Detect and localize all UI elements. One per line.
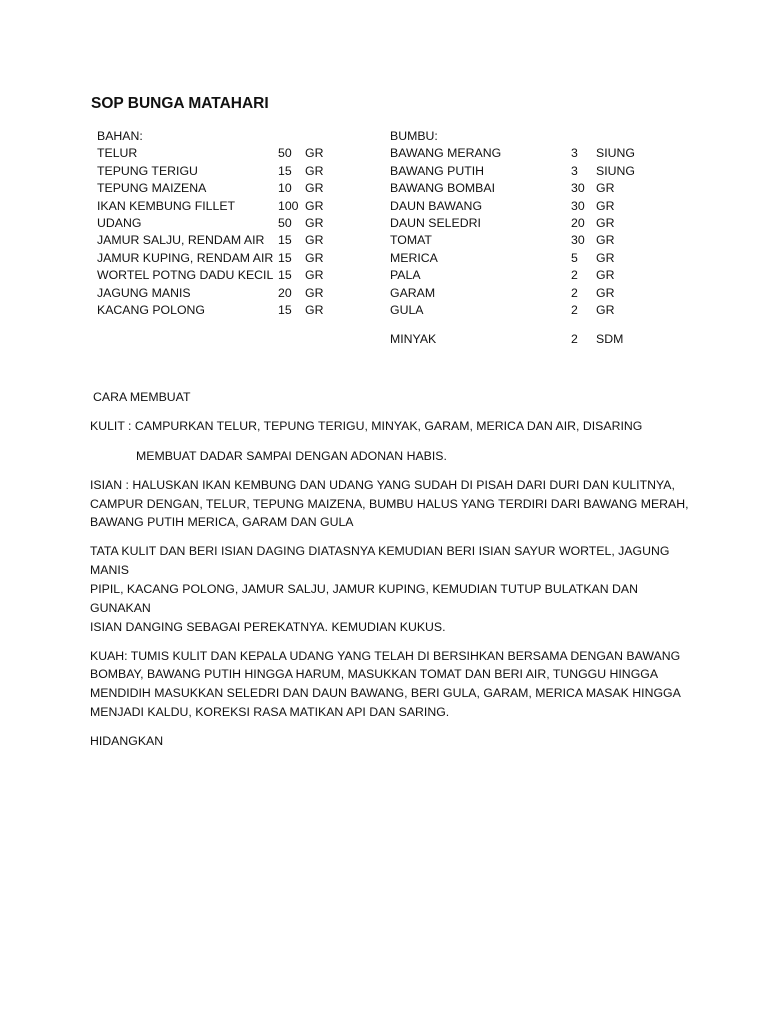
ingredient-qty: 50 (278, 215, 292, 230)
seasoning-unit: GR (596, 233, 615, 248)
seasoning-unit: GR (596, 198, 615, 213)
ingredient-name: JAGUNG MANIS (97, 285, 191, 300)
ingredient-qty: 100 (278, 198, 299, 213)
ingredient-row (97, 302, 347, 319)
ingredient-qty: 15 (278, 250, 292, 265)
seasoning-unit: GR (596, 181, 615, 196)
isian-line: CAMPUR DENGAN, TELUR, TEPUNG MAIZENA, BUMBU HALUS YANG TERDIRI DARI BAWANG MERAH, (90, 496, 689, 511)
ingredient-qty: 20 (278, 285, 292, 300)
closing-text: HIDANGKAN (90, 733, 164, 748)
seasoning-row (390, 285, 650, 302)
isian-line: BAWANG PUTIH MERICA, GARAM DAN GULA (90, 515, 354, 530)
ingredient-qty: 10 (278, 181, 292, 196)
seasoning-name: GULA (390, 302, 424, 317)
ingredient-unit: GR (305, 215, 324, 230)
isian-paragraph (90, 476, 690, 532)
ingredient-unit: GR (305, 285, 324, 300)
seasoning-unit: GR (596, 215, 615, 230)
ingredient-unit: GR (305, 198, 324, 213)
seasoning-name: TOMAT (390, 233, 432, 248)
ingredient-qty: 50 (278, 146, 292, 161)
seasoning-unit: GR (596, 268, 615, 283)
ingredient-qty: 15 (278, 268, 292, 283)
ingredient-row (97, 180, 347, 197)
kuah-paragraph (90, 647, 690, 722)
ingredient-name: TEPUNG MAIZENA (97, 181, 207, 196)
ingredient-name: WORTEL POTNG DADU KECIL (97, 268, 274, 283)
seasoning-unit: SDM (596, 331, 624, 346)
seasoning-name: MINYAK (390, 331, 437, 346)
tata-paragraph (90, 542, 690, 636)
method-section (90, 388, 690, 751)
seasoning-row (390, 163, 650, 180)
ingredient-qty: 15 (278, 163, 292, 178)
ingredient-unit: GR (305, 146, 324, 161)
ingredient-row (97, 250, 347, 267)
kuah-line: BOMBAY, BAWANG PUTIH HINGGA HARUM, MASUKKAN TOMAT DAN BERI AIR, TUNGGU HINGGA (90, 667, 659, 682)
ingredient-qty: 15 (278, 233, 292, 248)
seasoning-qty: 2 (571, 285, 578, 300)
seasoning-unit: SIUNG (596, 163, 635, 178)
ingredient-row (97, 215, 347, 232)
seasoning-row (390, 331, 650, 348)
method-heading: CARA MEMBUAT (93, 390, 191, 404)
seasoning-name: BAWANG BOMBAI (390, 181, 495, 196)
ingredient-unit: GR (305, 302, 324, 317)
bahan-list (97, 128, 347, 319)
ingredient-name: TELUR (97, 146, 138, 161)
ingredient-row (97, 267, 347, 284)
seasoning-name: PALA (390, 268, 421, 283)
ingredient-row (97, 145, 347, 162)
seasoning-qty: 20 (571, 215, 585, 230)
seasoning-name: GARAM (390, 285, 436, 300)
seasoning-unit: GR (596, 250, 615, 265)
tata-line: TATA KULIT DAN BERI ISIAN DAGING DIATASNYA KEMUDIAN BERI ISIAN SAYUR WORTEL, JAGUNG MANIS (90, 544, 670, 578)
ingredient-row (97, 285, 347, 302)
ingredient-unit: GR (305, 163, 324, 178)
seasoning-qty: 30 (571, 198, 585, 213)
seasoning-qty: 2 (571, 331, 578, 346)
recipe-title: SOP BUNGA MATAHARI (91, 95, 269, 112)
seasoning-name: BAWANG PUTIH (390, 163, 485, 178)
seasoning-qty: 3 (571, 146, 578, 161)
seasoning-row (390, 267, 650, 284)
tata-line: ISIAN DANGING SEBAGAI PEREKATNYA. KEMUDIAN KUKUS. (90, 619, 446, 634)
ingredient-name: KACANG POLONG (97, 302, 205, 317)
ingredient-row (97, 232, 347, 249)
bahan-heading: BAHAN: (97, 129, 143, 143)
seasoning-name: DAUN SELEDRI (390, 215, 481, 230)
seasoning-row (390, 180, 650, 197)
seasoning-unit: SIUNG (596, 146, 635, 161)
ingredient-unit: GR (305, 181, 324, 196)
seasoning-row (390, 250, 650, 267)
bumbu-heading: BUMBU: (390, 129, 438, 143)
seasoning-row (390, 302, 650, 319)
ingredient-row (97, 198, 347, 215)
seasoning-qty: 3 (571, 163, 578, 178)
isian-line: ISIAN : HALUSKAN IKAN KEMBUNG DAN UDANG YANG SUDAH DI PISAH DARI DURI DAN KULITNYA, (90, 477, 675, 492)
seasoning-name: DAUN BAWANG (390, 198, 483, 213)
seasoning-qty: 5 (571, 250, 578, 265)
seasoning-row (390, 145, 650, 162)
seasoning-row (390, 198, 650, 215)
kulit-continuation: MEMBUAT DADAR SAMPAI DENGAN ADONAN HABIS. (136, 448, 447, 463)
ingredient-unit: GR (305, 233, 324, 248)
seasoning-unit: GR (596, 285, 615, 300)
ingredient-name: UDANG (97, 215, 142, 230)
kuah-line: MENDIDIH MASUKKAN SELEDRI DAN DAUN BAWANG, BERI GULA, GARAM, MERICA MASAK HINGGA (90, 686, 681, 701)
seasoning-qty: 30 (571, 233, 585, 248)
kuah-line: MENJADI KALDU, KOREKSI RASA MATIKAN API DAN SARING. (90, 704, 450, 719)
ingredient-name: IKAN KEMBUNG FILLET (97, 198, 236, 213)
seasoning-name: MERICA (390, 250, 438, 265)
bumbu-list (390, 128, 650, 348)
seasoning-unit: GR (596, 302, 615, 317)
ingredient-name: JAMUR KUPING, RENDAM AIR (97, 250, 274, 265)
seasoning-qty: 2 (571, 302, 578, 317)
seasoning-row (390, 232, 650, 249)
tata-line: PIPIL, KACANG POLONG, JAMUR SALJU, JAMUR KUPING, KEMUDIAN TUTUP BULATKAN DAN GUNAKAN (90, 581, 638, 615)
ingredient-unit: GR (305, 268, 324, 283)
ingredient-row (97, 163, 347, 180)
seasoning-qty: 30 (571, 181, 585, 196)
seasoning-qty: 2 (571, 268, 578, 283)
ingredient-name: JAMUR SALJU, RENDAM AIR (97, 233, 265, 248)
ingredient-name: TEPUNG TERIGU (97, 163, 198, 178)
ingredient-qty: 15 (278, 302, 292, 317)
kulit-paragraph: KULIT : CAMPURKAN TELUR, TEPUNG TERIGU, MINYAK, GARAM, MERICA DAN AIR, DISARING (90, 419, 643, 434)
seasoning-row (390, 215, 650, 232)
ingredient-unit: GR (305, 250, 324, 265)
kuah-line: KUAH: TUMIS KULIT DAN KEPALA UDANG YANG TELAH DI BERSIHKAN BERSAMA DENGAN BAWANG (90, 648, 681, 663)
seasoning-name: BAWANG MERANG (390, 146, 502, 161)
